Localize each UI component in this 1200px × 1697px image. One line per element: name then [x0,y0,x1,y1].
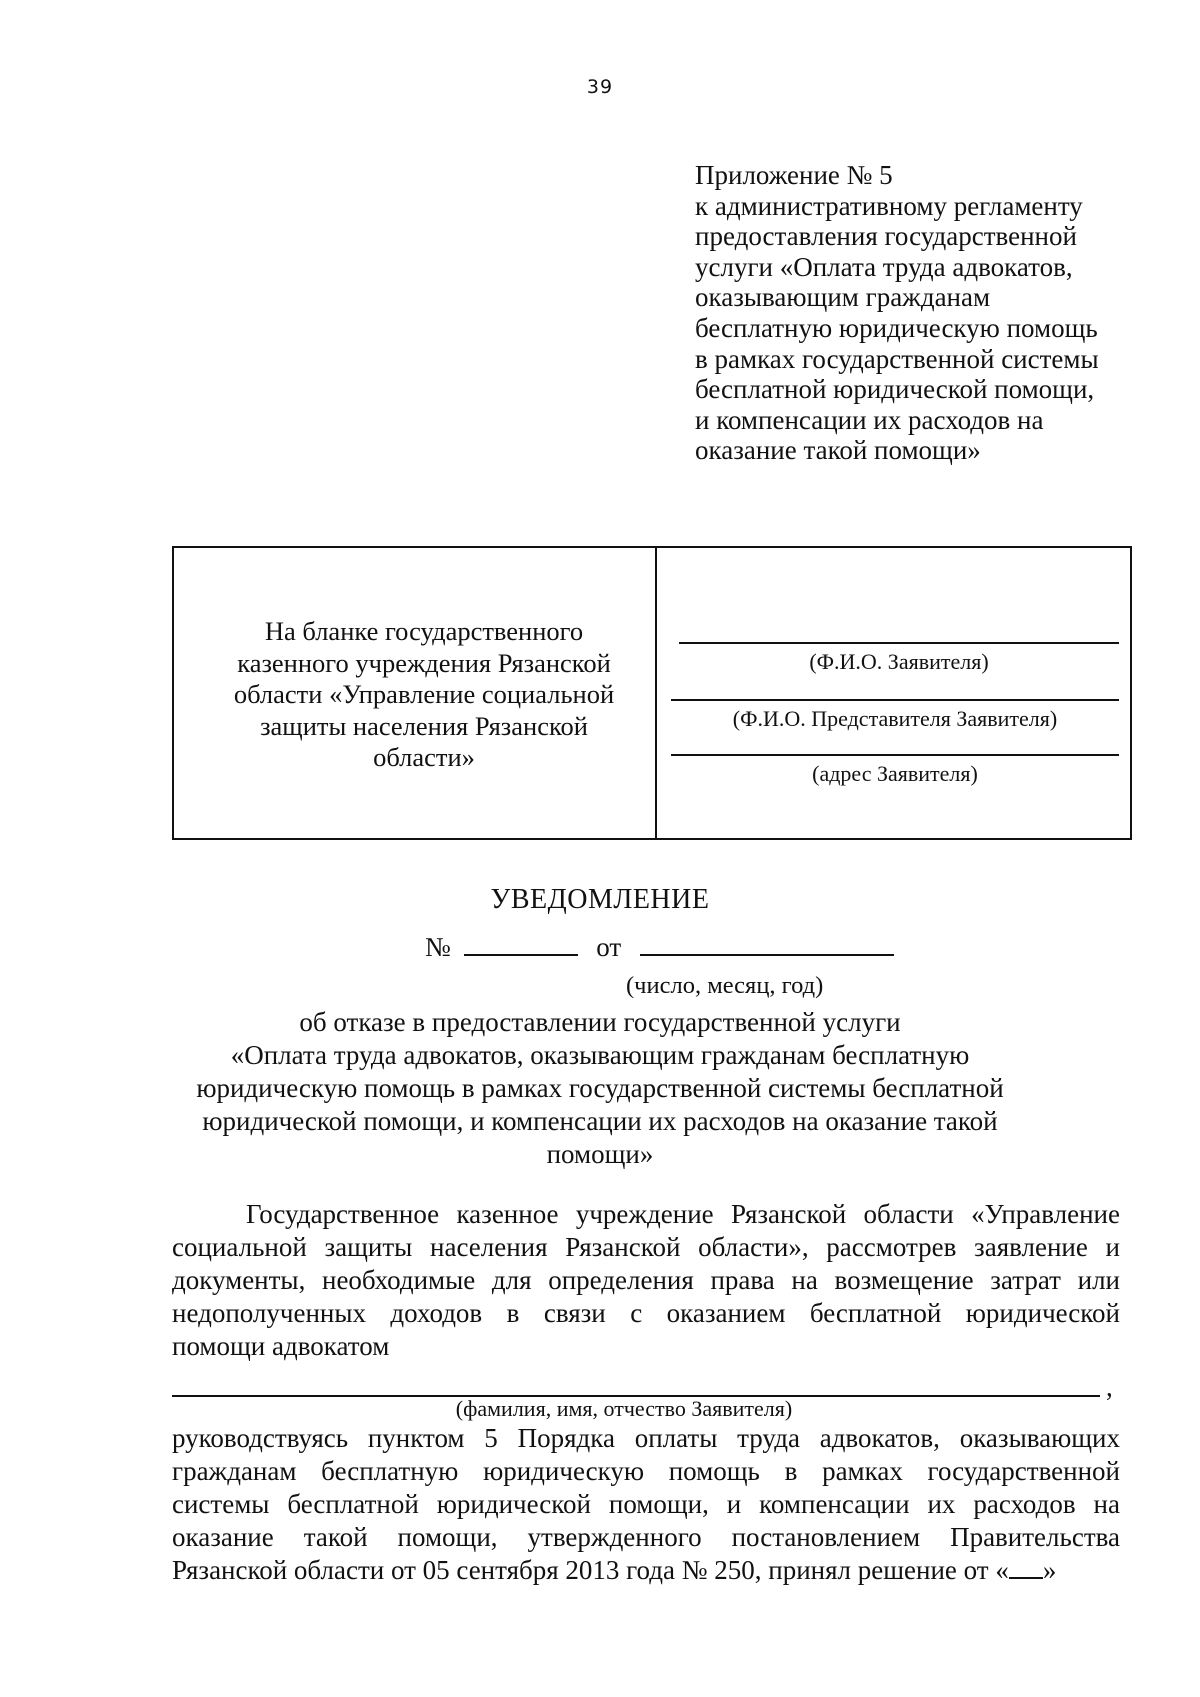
letterhead-table [172,546,1132,840]
from-label: от [596,932,622,962]
subject-line: «Оплата труда адвокатов, оказывающим гражданам бесплатную [230,1040,970,1070]
appendix-line: бесплатной юридической помощи, [695,374,1095,405]
appendix-reference [695,160,1155,466]
representative-name-caption: (Ф.И.О. Представителя Заявителя) [732,706,1058,731]
appendix-line: в рамках государственной системы [695,343,1099,374]
paragraph-line: документы, необходимые для определения права на возмещение затрат или [172,1265,1120,1295]
appendix-line: бесплатную юридическую помощь [695,312,1098,343]
appendix-line: предоставления государственной [695,221,1077,252]
letterhead-cell [194,616,654,774]
appendix-line: оказание такой помощи» [695,435,981,466]
paragraph-line: руководствуясь пунктом 5 Порядка оплаты труда адвокатов, оказывающих [172,1423,1120,1453]
subject-line: помощи» [546,1139,654,1169]
notice-date-blank[interactable] [640,930,894,956]
table-divider [655,548,657,838]
letterhead-line: защиты населения Рязанской [260,710,588,741]
applicant-name-field[interactable] [679,642,1119,675]
paragraph-line: недополученных доходов в связи с оказанием бесплатной юридической [172,1298,1120,1328]
number-label: № [425,932,451,962]
paragraph-line: помощи адвокатом [172,1331,390,1361]
paragraph-line: оказание такой помощи, утвержденного постановлением Правительства [172,1522,1120,1552]
page-number: 39 [586,76,614,98]
letterhead-line: области «Управление социальной [233,679,615,709]
notice-title: УВЕДОМЛЕНИЕ [490,884,710,915]
applicant-address-field[interactable] [671,754,1119,787]
appendix-line: Приложение № 5 [695,160,893,190]
letterhead-line: На бланке государственного [264,616,584,646]
appendix-line: оказывающим гражданам [695,282,991,313]
paragraph-line: системы бесплатной юридической помощи, и компенсации их расходов на [172,1489,1120,1519]
applicant-address-rule [671,754,1119,756]
body-paragraph-1 [172,1198,1120,1363]
paragraph-line: Государственное казенное учреждение Рязанской области «Управление [246,1199,1120,1229]
applicant-address-caption: (адрес Заявителя) [812,761,978,786]
notice-number-blank[interactable] [464,930,578,956]
appendix-line: и компенсации их расходов на [695,404,1044,435]
subject-line: юридическую помощь в рамках государственной системы бесплатной [196,1073,1004,1103]
date-caption: (число, месяц, год) [626,972,824,999]
decision-day-blank[interactable] [1009,1555,1043,1579]
representative-name-field[interactable] [671,699,1119,732]
notice-subject [150,1006,1050,1171]
paragraph-line-last [172,1554,1120,1587]
appendix-line: к административному регламенту [695,190,1083,221]
applicant-name-caption: (Ф.И.О. Заявителя) [809,649,989,674]
paragraph-line: социальной защиты населения Рязанской области», рассмотрев заявление и [172,1232,1120,1262]
appendix-line: услуги «Оплата труда адвокатов, [695,251,1073,282]
body-paragraph-2 [172,1422,1120,1587]
letterhead-line: казенного учреждения Рязанской [237,647,611,678]
subject-line: об отказе в предоставлении государственной услуги [299,1007,901,1037]
decision-close-quote: » [1042,1555,1057,1585]
notice-number-line [425,930,894,963]
applicant-name-rule [679,642,1119,644]
subject-line: юридической помощи, и компенсации их расходов на оказание такой [202,1106,998,1136]
letterhead-line: области» [373,742,475,772]
decision-text: Рязанской области от 05 сентября 2013 года № 250, принял решение от « [172,1555,1009,1585]
fullname-caption: (фамилия, имя, отчество Заявителя) [455,1396,793,1421]
fullname-comma: , [1106,1372,1113,1402]
paragraph-line: гражданам бесплатную юридическую помощь в рамках государственной [172,1456,1120,1486]
representative-name-rule [671,699,1119,701]
